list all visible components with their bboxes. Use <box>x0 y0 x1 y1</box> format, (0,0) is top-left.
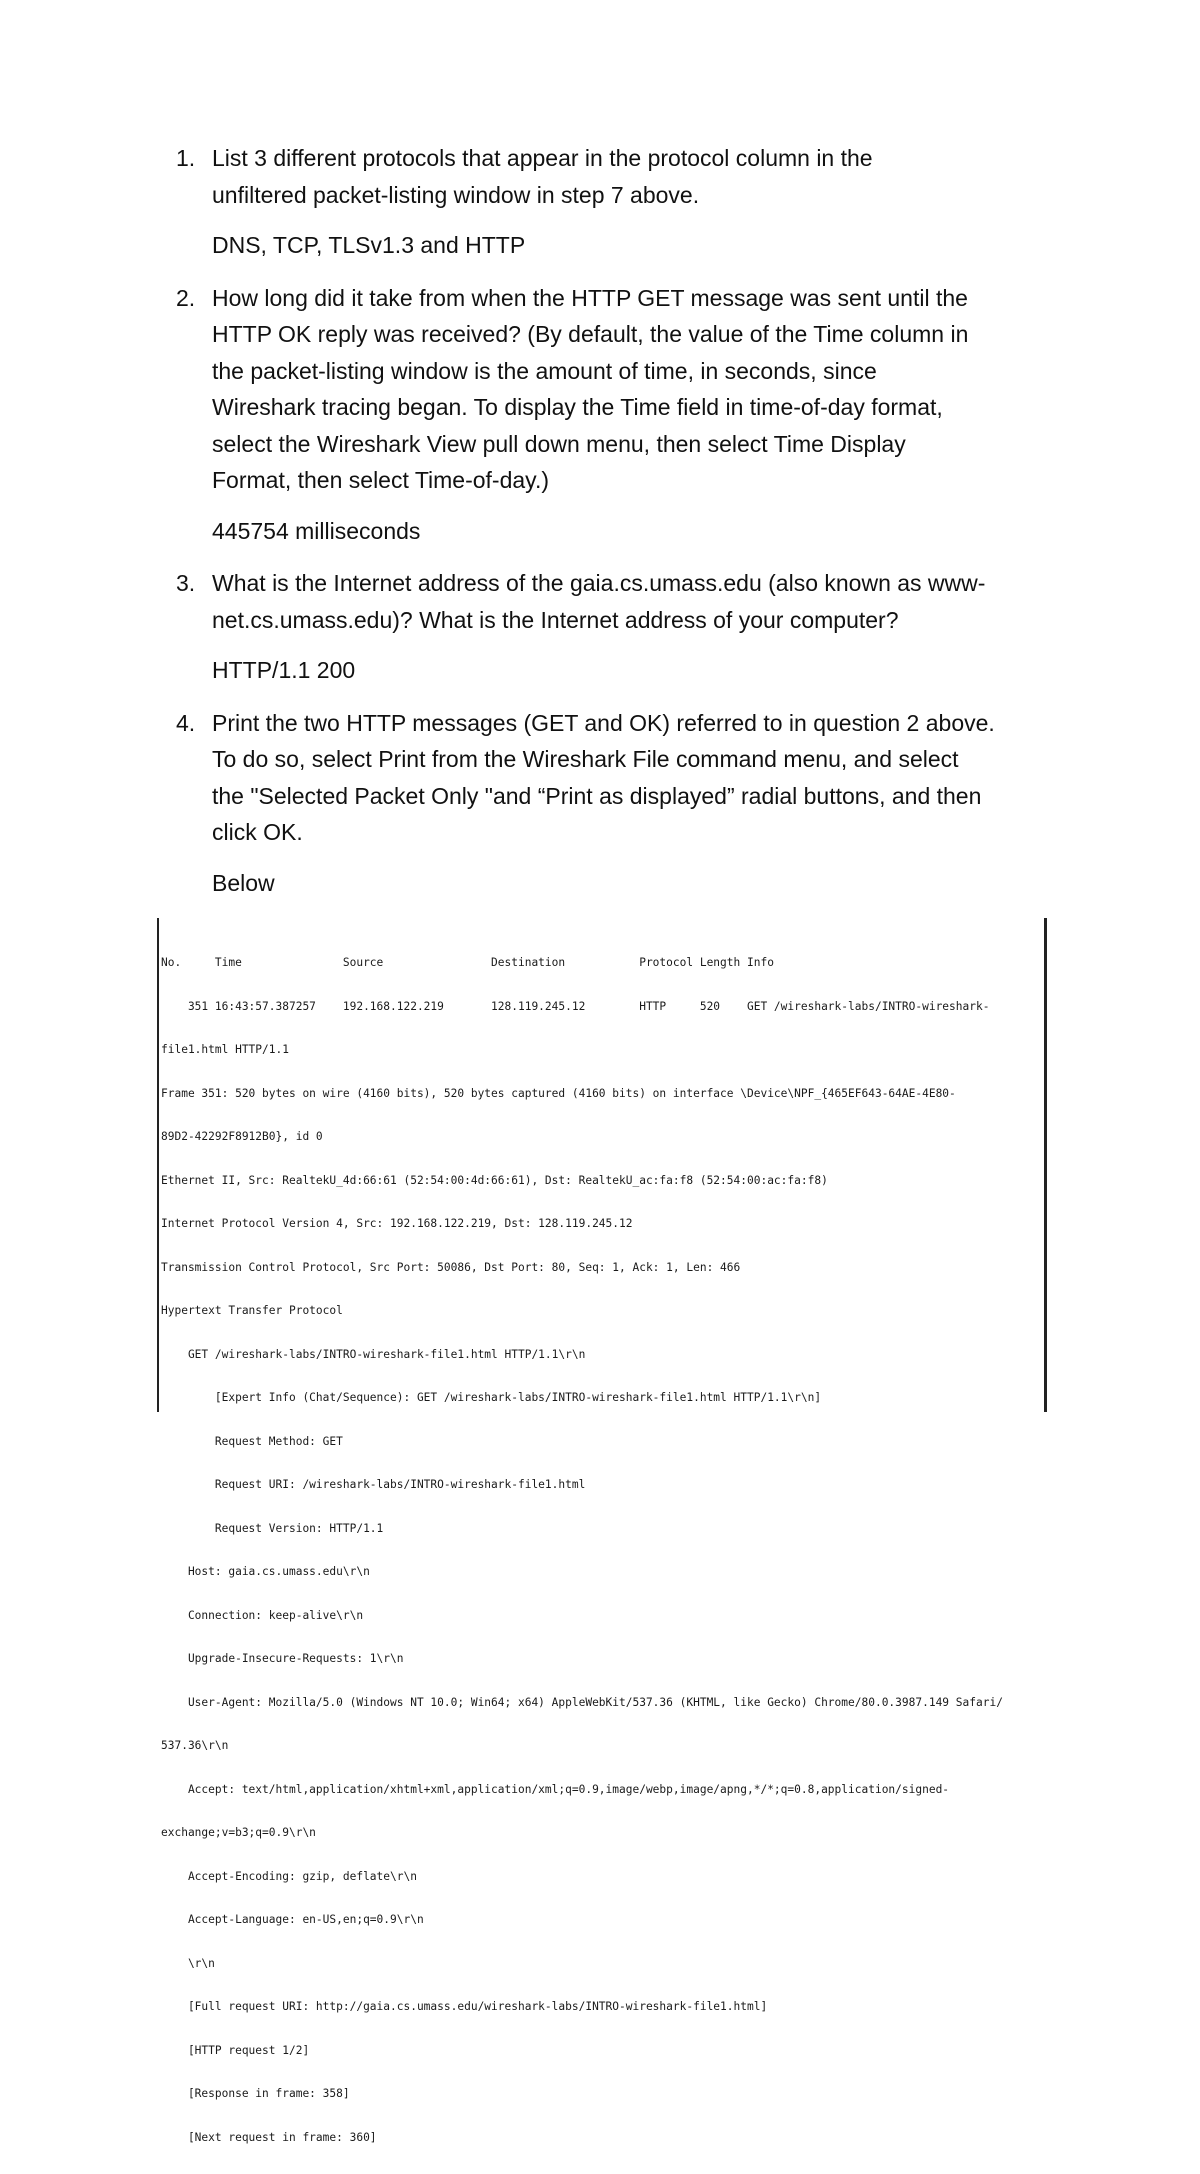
packet-line: User-Agent: Mozilla/5.0 (Windows NT 10.0; Win64; x64) AppleWebKit/537.36 (KHTML, like Gecko) Chrome/80.0.3987.149 Safari/ <box>161 1695 1003 1709</box>
packet-line: exchange;v=b3;q=0.9\r\n <box>161 1826 316 1839</box>
packet-line: 89D2-42292F8912B0}, id 0 <box>161 1130 323 1143</box>
question-line: net.cs.umass.edu)? What is the Internet address of your computer? <box>212 606 899 633</box>
packet-line: Host: gaia.cs.umass.edu\r\n <box>161 1565 370 1578</box>
packet-line: GET /wireshark-labs/INTRO-wireshark-file1.html HTTP/1.1\r\n <box>161 1347 586 1361</box>
question-line: HTTP OK reply was received? (By default, the value of the Time column in <box>212 321 969 347</box>
answer-text: Below <box>212 869 275 896</box>
question-line: How long did it take from when the HTTP GET message was sent until the <box>212 284 968 311</box>
packet-capture-screenshot <box>157 918 1047 2144</box>
question-number: 3. <box>176 570 196 596</box>
question-number: 4. <box>176 709 196 736</box>
packet-line: Request URI: /wireshark-labs/INTRO-wireshark-file1.html <box>161 1478 586 1491</box>
answer-text: HTTP/1.1 200 <box>212 657 356 683</box>
question-text <box>212 565 1070 638</box>
packet-line: Ethernet II, Src: RealtekU_4d:66:61 (52:54:00:4d:66:61), Dst: RealtekU_ac:fa:f8 (52:54:00:ac:fa:f8) <box>161 1173 828 1187</box>
packet-line: Request Version: HTTP/1.1 <box>161 1521 384 1535</box>
packet-line: No. Time Source Destination Protocol Length Info <box>161 956 774 969</box>
packet-line: Connection: keep-alive\r\n <box>161 1608 364 1622</box>
question-line: What is the Internet address of the gaia.cs.umass.edu (also known as www- <box>212 570 986 596</box>
question-number: 2. <box>176 284 196 311</box>
packet-line: file1.html HTTP/1.1 <box>161 1043 289 1056</box>
question-line: click OK. <box>212 819 303 845</box>
packet-line: [Full request URI: http://gaia.cs.umass.edu/wireshark-labs/INTRO-wireshark-file1.html] <box>161 2000 768 2013</box>
question-line: To do so, select Print from the Wireshark File command menu, and select <box>212 746 959 772</box>
question-line: Wireshark tracing began. To display the Time field in time-of-day format, <box>212 394 943 420</box>
answer-text: 445754 milliseconds <box>212 517 421 544</box>
question-line: the packet-listing window is the amount of time, in seconds, since <box>212 357 877 384</box>
question-4 <box>170 705 1070 902</box>
question-line: Format, then select Time-of-day.) <box>212 467 550 493</box>
question-text <box>212 280 1070 499</box>
question-line: Print the two HTTP messages (GET and OK) referred to in question 2 above. <box>212 709 995 736</box>
question-2 <box>170 280 1070 550</box>
packet-line: Accept-Encoding: gzip, deflate\r\n <box>161 1869 417 1883</box>
question-line: List 3 different protocols that appear in the protocol column in the <box>212 145 873 171</box>
question-text <box>212 705 1070 851</box>
packet-line: Hypertext Transfer Protocol <box>161 1304 343 1317</box>
answer-text: DNS, TCP, TLSv1.3 and HTTP <box>212 232 526 258</box>
packet-line: Internet Protocol Version 4, Src: 192.168.122.219, Dst: 128.119.245.12 <box>161 1217 633 1230</box>
question-line: the "Selected Packet Only "and “Print as displayed” radial buttons, and then <box>212 782 982 809</box>
packet-line: Accept-Language: en-US,en;q=0.9\r\n <box>161 1913 424 1926</box>
packet-line: [HTTP request 1/2] <box>161 2043 310 2057</box>
packet-line: [Response in frame: 358] <box>161 2087 350 2100</box>
question-1 <box>170 140 1070 264</box>
packet-line: 351 16:43:57.387257 192.168.122.219 128.119.245.12 HTTP 520 GET /wireshark-labs/INTRO-wireshark- <box>161 999 990 1013</box>
packet-line: Transmission Control Protocol, Src Port: 50086, Dst Port: 80, Seq: 1, Ack: 1, Len: 466 <box>161 1260 741 1274</box>
packet-line: [Expert Info (Chat/Sequence): GET /wireshark-labs/INTRO-wireshark-file1.html HTTP/1.1\r\n] <box>161 1391 822 1404</box>
packet-line: \r\n <box>161 1956 215 1970</box>
packet-line: 537.36\r\n <box>161 1739 229 1752</box>
packet-line: Frame 351: 520 bytes on wire (4160 bits), 520 bytes captured (4160 bits) on interface \Device\NPF_{465EF643-64AE-4E80- <box>161 1086 956 1100</box>
packet-line: Upgrade-Insecure-Requests: 1\r\n <box>161 1652 404 1665</box>
question-line: unfiltered packet-listing window in step 7 above. <box>212 181 700 208</box>
packet-line: Accept: text/html,application/xhtml+xml,application/xml;q=0.9,image/webp,image/apng,*/*;q=0.8,application/signed- <box>161 1782 950 1796</box>
packet-details-text <box>161 927 1036 2174</box>
question-list <box>170 140 1070 901</box>
packet-line: Request Method: GET <box>161 1434 343 1448</box>
question-line: select the Wireshark View pull down menu, then select Time Display <box>212 430 906 457</box>
question-text <box>212 140 1070 213</box>
packet-line: [Next request in frame: 360] <box>161 2130 377 2144</box>
question-number: 1. <box>176 145 196 171</box>
question-3 <box>170 565 1070 689</box>
